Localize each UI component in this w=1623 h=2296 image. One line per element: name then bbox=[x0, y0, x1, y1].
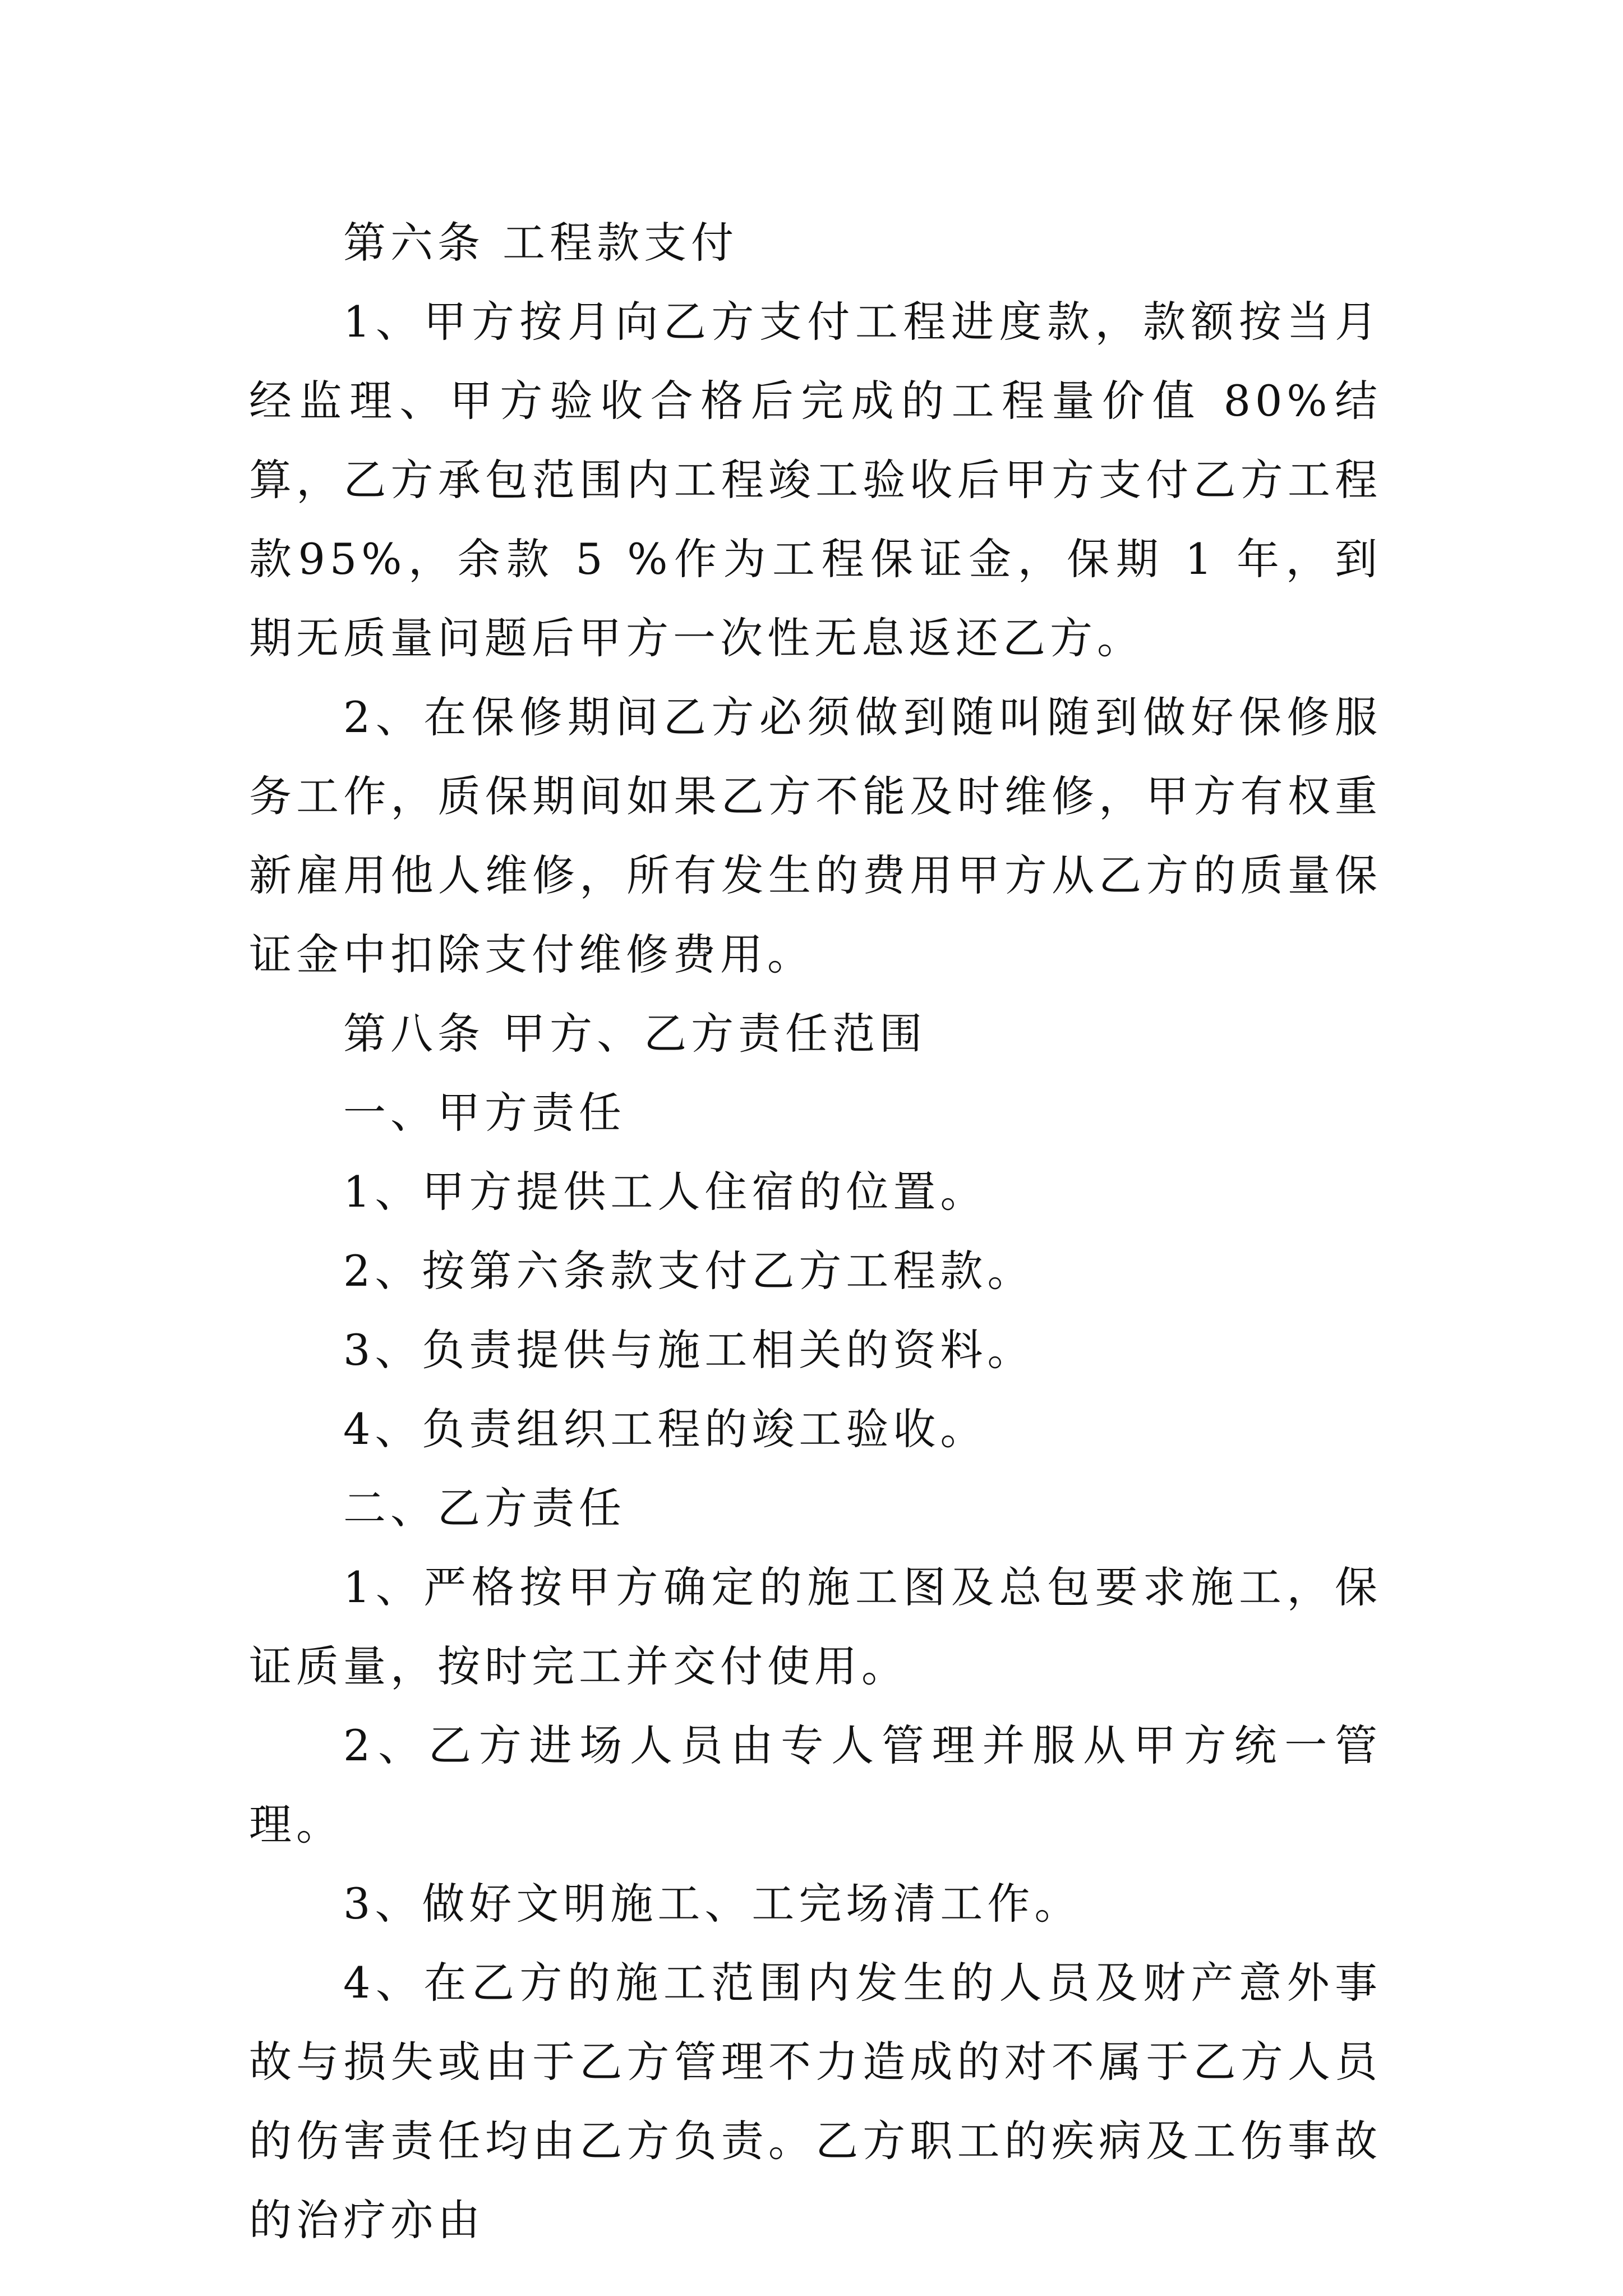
section-heading-article-8: 第八条 甲方、乙方责任范围 bbox=[343, 1009, 927, 1059]
subheading-party-a-duties: 一、甲方责任 bbox=[343, 1088, 626, 1138]
list-item-party-a-3: 3、负责提供与施工相关的资料。 bbox=[343, 1325, 1035, 1375]
list-item-party-b-1: 1、严格按甲方确定的施工图及总包要求施工，保证质量，按时完工并交付使用。 bbox=[249, 1562, 1382, 1691]
list-item-party-a-1: 1、甲方提供工人住宿的位置。 bbox=[343, 1167, 988, 1217]
list-item-party-a-4: 4、负责组织工程的竣工验收。 bbox=[343, 1404, 988, 1454]
list-item-party-b-4: 4、在乙方的施工范围内发生的人员及财产意外事故与损失或由于乙方管理不力造成的对不属于乙方人员的伤害责任均由乙方负责。乙方职工的疾病及工伤事故的治疗亦由 bbox=[249, 1958, 1382, 2245]
paragraph-payment-clause-1: 1、甲方按月向乙方支付工程进度款，款额按当月经监理、甲方验收合格后完成的工程量价值 80%结算，乙方承包范围内工程竣工验收后甲方支付乙方工程款95%，余款 5 %作为工程保证金，保期 1 年，到期无质量问题后甲方一次性无息返还乙方。 bbox=[249, 297, 1382, 663]
section-heading-article-6: 第六条 工程款支付 bbox=[343, 218, 739, 268]
document-body bbox=[249, 203, 1382, 2260]
list-item-party-b-2: 2、乙方进场人员由专人管理并服从甲方统一管理。 bbox=[249, 1720, 1382, 1849]
list-item-party-b-3: 3、做好文明施工、工完场清工作。 bbox=[343, 1879, 1082, 1929]
list-item-party-a-2: 2、按第六条款支付乙方工程款。 bbox=[343, 1246, 1035, 1296]
paragraph-payment-clause-2: 2、在保修期间乙方必须做到随叫随到做好保修服务工作，质保期间如果乙方不能及时维修，甲方有权重新雇用他人维修，所有发生的费用甲方从乙方的质量保证金中扣除支付维修费用。 bbox=[249, 692, 1382, 979]
subheading-party-b-duties: 二、乙方责任 bbox=[343, 1483, 626, 1533]
